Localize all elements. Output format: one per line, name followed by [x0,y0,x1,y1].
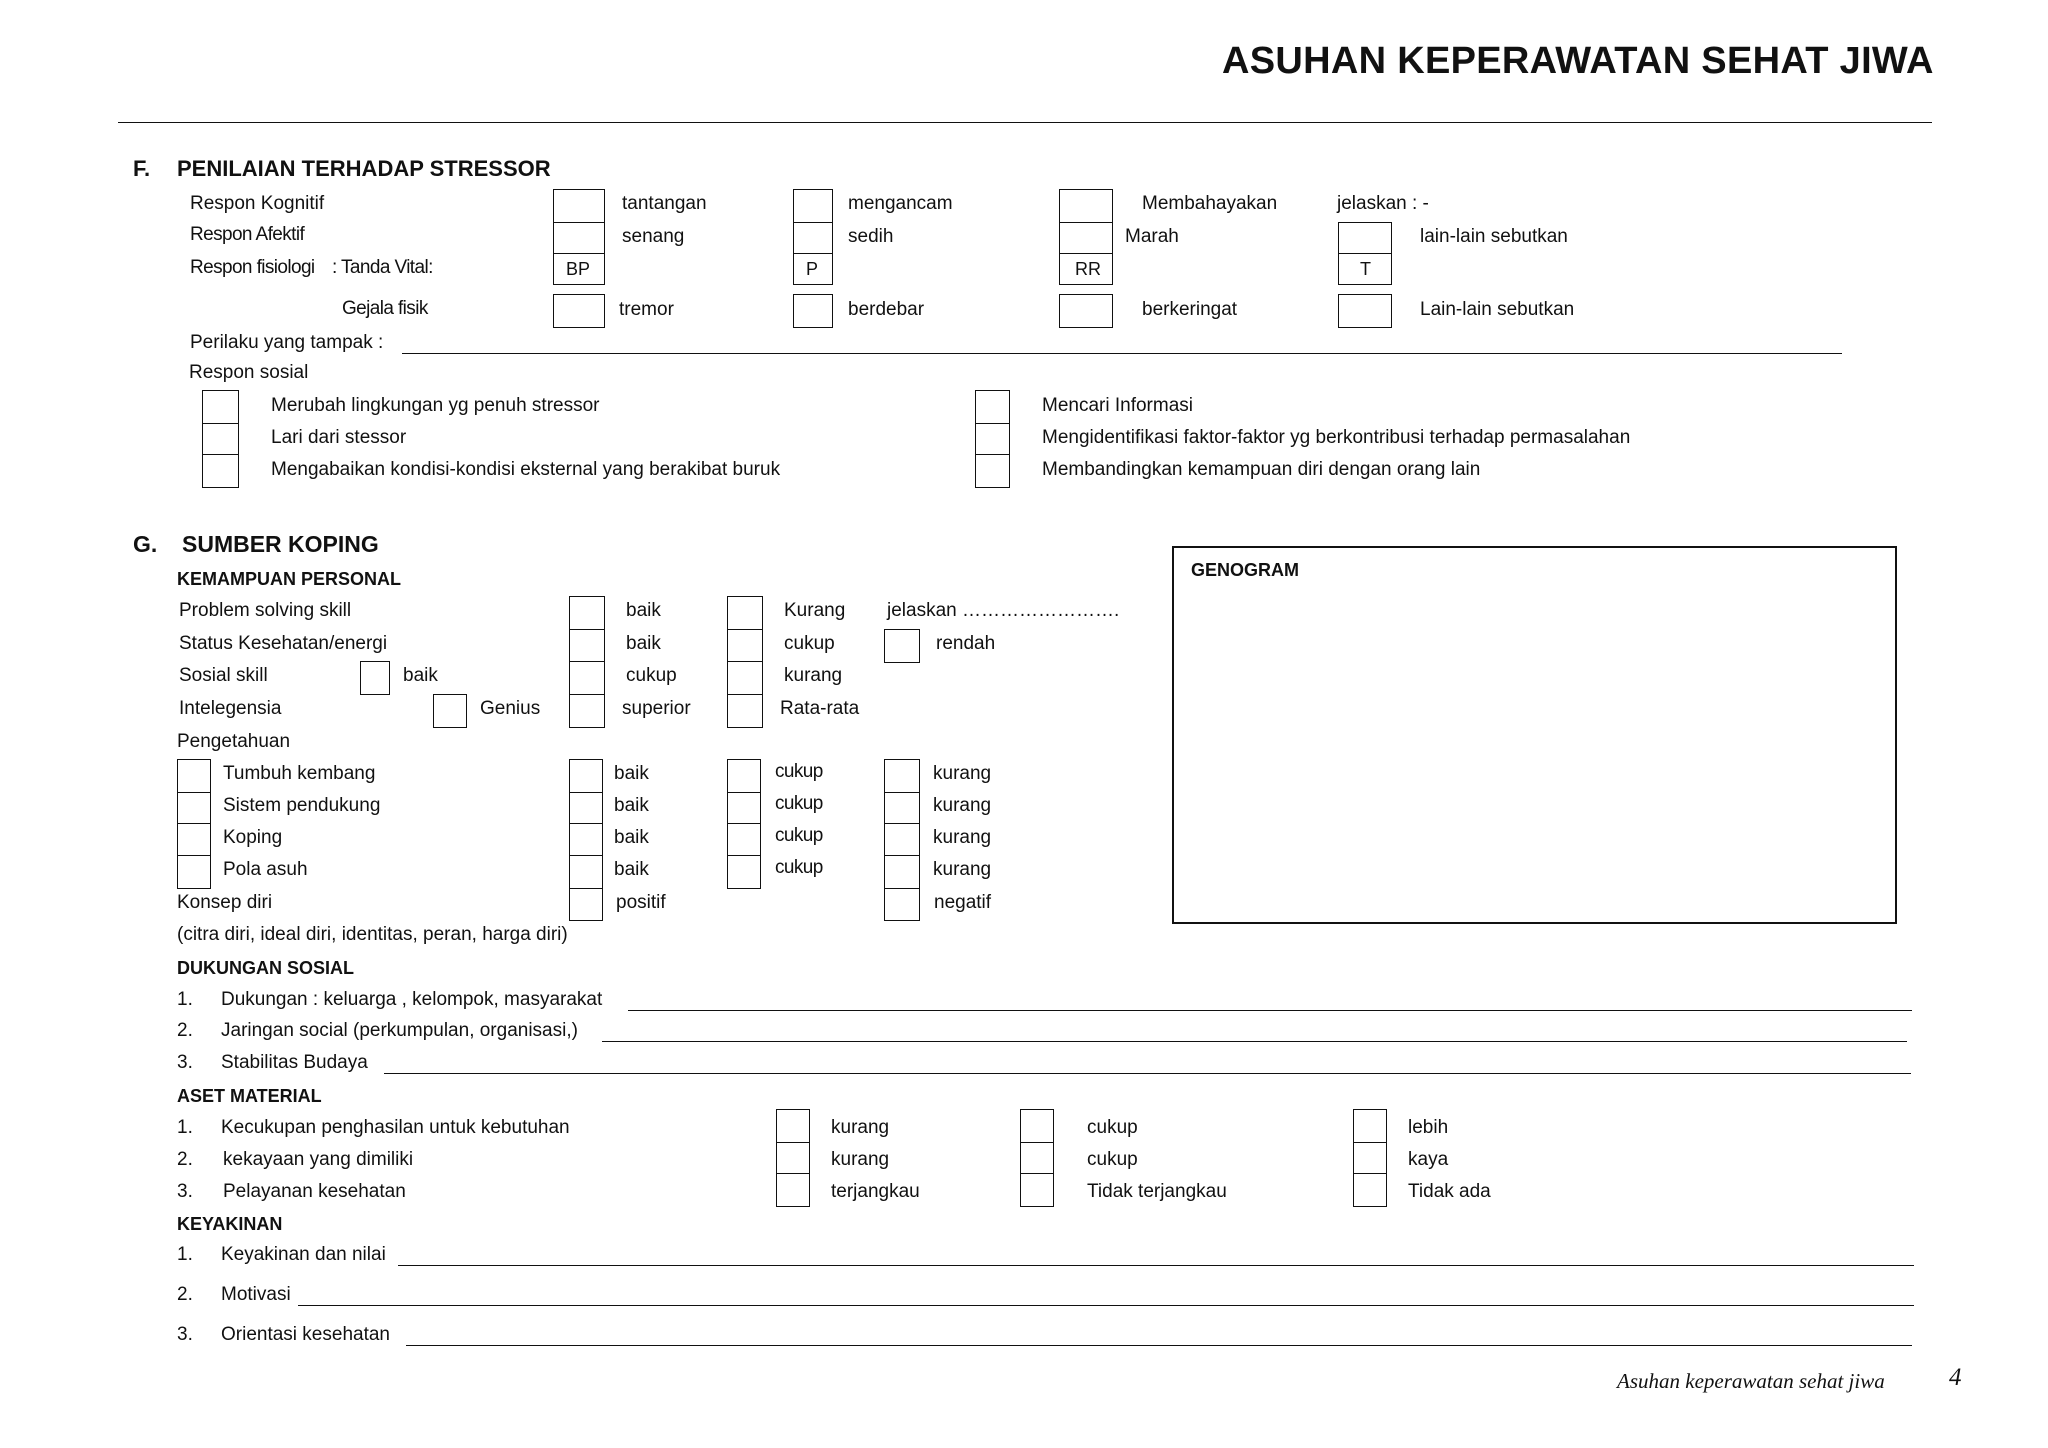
sosial-skill-cukup-checkbox[interactable] [569,661,605,695]
aset-3-opt-2: Tidak terjangkau [1087,1181,1227,1202]
intel-ratarata-label: Rata-rata [780,698,860,719]
pengetahuan-baik-label-1: baik [614,763,649,784]
konsep-diri-note: (citra diri, ideal diri, identitas, peran, harga diri) [177,924,568,945]
aset-2-cukup-checkbox[interactable] [1020,1142,1054,1174]
pengetahuan-item-checkbox-1[interactable] [177,759,211,793]
pengetahuan-kurang-checkbox-3[interactable] [884,823,920,856]
sosial-skill-label: Sosial skill [179,665,268,686]
status-cukup-label: cukup [784,633,835,654]
section-f-letter: F. [133,156,151,181]
problem-solving-label: Problem solving skill [179,600,352,621]
sosial-right-checkbox-3[interactable] [975,454,1010,488]
gejala-lain-label: Lain-lain sebutkan [1420,299,1575,320]
dukungan-num-2: 2. [177,1020,193,1041]
kognitif-membahayakan-label: Membahayakan [1142,193,1278,214]
sosial-skill-kurang-checkbox[interactable] [727,661,763,695]
keyakinan-input-line-3[interactable] [406,1345,1912,1346]
afektif-sedih-checkbox[interactable] [793,222,833,254]
intel-genius-label: Genius [480,698,541,719]
respon-afektif-label: Respon Afektif [190,224,305,245]
keyakinan-num-3: 3. [177,1324,193,1345]
kognitif-membahayakan-checkbox[interactable] [1059,189,1113,223]
pengetahuan-cukup-checkbox-3[interactable] [727,823,761,856]
aset-1-opt-2: cukup [1087,1117,1138,1138]
intelegensia-label: Intelegensia [179,698,282,719]
problem-jelaskan: jelaskan ……………………. [887,600,1120,621]
keyakinan-label-3: Orientasi kesehatan [221,1324,390,1345]
pengetahuan-kurang-label-1: kurang [933,763,992,784]
status-rendah-label: rendah [936,633,996,654]
konsep-positif-label: positif [616,892,666,913]
dukungan-num-1: 1. [177,989,193,1010]
pengetahuan-baik-label-2: baik [614,795,649,816]
pengetahuan-cukup-label-3: cukup [775,825,823,846]
sosial-right-checkbox-1[interactable] [975,390,1010,424]
dukungan-label-1: Dukungan : keluarga , kelompok, masyarakat [221,989,603,1010]
dukungan-num-3: 3. [177,1052,193,1073]
pengetahuan-baik-checkbox-3[interactable] [569,823,603,856]
pengetahuan-kurang-checkbox-4[interactable] [884,855,920,889]
kognitif-jelaskan: jelaskan : - [1337,193,1429,214]
vital-p-label: P [806,259,819,279]
aset-2-lebih-checkbox[interactable] [1353,1142,1387,1174]
genogram-label: GENOGRAM [1191,560,1299,580]
genogram-box[interactable] [1172,546,1897,924]
sosial-left-checkbox-3[interactable] [202,454,239,488]
pengetahuan-baik-checkbox-1[interactable] [569,759,603,793]
pengetahuan-cukup-checkbox-4[interactable] [727,855,761,889]
sosial-skill-baik-checkbox[interactable] [360,661,390,695]
kognitif-mengancam-checkbox[interactable] [793,189,833,223]
gejala-berdebar-label: berdebar [848,299,925,320]
konsep-diri-label: Konsep diri [177,892,273,913]
status-rendah-checkbox[interactable] [884,629,920,663]
header-rule [118,122,1932,123]
pengetahuan-item-checkbox-2[interactable] [177,792,211,824]
status-baik-checkbox[interactable] [569,629,605,663]
sosial-skill-kurang-label: kurang [784,665,843,686]
aset-2-kurang-checkbox[interactable] [776,1142,810,1174]
aset-1-cukup-checkbox[interactable] [1020,1109,1054,1143]
vital-rr-label: RR [1075,259,1101,279]
intel-superior-label: superior [622,698,691,719]
aset-label-3: Pelayanan kesehatan [223,1181,406,1202]
konsep-positif-checkbox[interactable] [569,888,603,921]
status-cukup-checkbox[interactable] [727,629,763,663]
status-baik-label: baik [626,633,661,654]
aset-2-opt-3: kaya [1408,1149,1449,1170]
aset-1-opt-3: lebih [1408,1117,1449,1138]
sosial-right-checkbox-2[interactable] [975,423,1010,455]
gejala-lain-checkbox[interactable] [1338,294,1392,328]
afektif-lain-checkbox[interactable] [1338,222,1392,254]
aset-3-opt-3: Tidak ada [1408,1181,1491,1202]
pengetahuan-baik-checkbox-4[interactable] [569,855,603,889]
pengetahuan-cukup-checkbox-2[interactable] [727,792,761,824]
pengetahuan-kurang-label-3: kurang [933,827,992,848]
keyakinan-label-1: Keyakinan dan nilai [221,1244,386,1265]
aset-3-cukup-checkbox[interactable] [1020,1173,1054,1207]
konsep-negatif-label: negatif [934,892,992,913]
sosial-left-label-1: Merubah lingkungan yg penuh stressor [271,395,600,416]
kognitif-tantangan-label: tantangan [622,193,707,214]
gejala-berdebar-checkbox[interactable] [793,294,833,328]
intel-genius-checkbox[interactable] [433,694,467,728]
sosial-right-label-3: Membandingkan kemampuan diri dengan orang lain [1042,459,1481,480]
gejala-fisik-label: Gejala fisik [342,298,428,319]
pengetahuan-baik-label-3: baik [614,827,649,848]
pengetahuan-cukup-label-2: cukup [775,793,823,814]
aset-material-heading: ASET MATERIAL [177,1086,322,1106]
pengetahuan-item-label-4: Pola asuh [223,859,308,880]
gejala-berkeringat-checkbox[interactable] [1059,294,1113,328]
sosial-left-checkbox-2[interactable] [202,423,239,455]
aset-3-opt-1: terjangkau [831,1181,920,1202]
aset-2-opt-1: kurang [831,1149,890,1170]
aset-1-lebih-checkbox[interactable] [1353,1109,1387,1143]
section-f-heading: PENILAIAN TERHADAP STRESSOR [177,156,551,181]
tanda-vital-label: : Tanda Vital: [332,257,433,278]
afektif-senang-checkbox[interactable] [553,222,605,254]
kognitif-tantangan-checkbox[interactable] [553,189,605,223]
section-g-heading: SUMBER KOPING [182,531,379,557]
intel-superior-checkbox[interactable] [569,694,605,728]
keyakinan-heading: KEYAKINAN [177,1214,283,1234]
keyakinan-num-1: 1. [177,1244,193,1265]
pengetahuan-kurang-checkbox-2[interactable] [884,792,920,824]
aset-num-1: 1. [177,1117,193,1138]
pengetahuan-label: Pengetahuan [177,731,291,752]
dukungan-label-2: Jaringan social (perkumpulan, organisasi,) [221,1020,578,1041]
dukungan-sosial-heading: DUKUNGAN SOSIAL [177,958,355,978]
afektif-sedih-label: sedih [848,226,894,247]
afektif-lain-label: lain-lain sebutkan [1420,226,1568,247]
perilaku-input-line[interactable] [402,353,1842,354]
sosial-skill-cukup-label: cukup [626,665,677,686]
sosial-left-checkbox-1[interactable] [202,390,239,424]
afektif-senang-label: senang [622,226,685,247]
aset-label-2: kekayaan yang dimiliki [223,1149,414,1170]
konsep-negatif-checkbox[interactable] [884,888,920,921]
page-number: 4 [1949,1364,1962,1391]
pengetahuan-kurang-checkbox-1[interactable] [884,759,920,793]
section-g-letter: G. [133,531,158,557]
sosial-left-label-2: Lari dari stessor [271,427,407,448]
aset-1-kurang-checkbox[interactable] [776,1109,810,1143]
vital-t-label: T [1360,259,1371,279]
aset-num-2: 2. [177,1149,193,1170]
footer-text: Asuhan keperawatan sehat jiwa [1617,1369,1885,1393]
kemampuan-personal-heading: KEMAMPUAN PERSONAL [177,569,402,589]
gejala-tremor-checkbox[interactable] [553,294,605,328]
pengetahuan-cukup-label-1: cukup [775,761,823,782]
aset-2-opt-2: cukup [1087,1149,1138,1170]
keyakinan-num-2: 2. [177,1284,193,1305]
problem-baik-label: baik [626,600,661,621]
pengetahuan-item-label-2: Sistem pendukung [223,795,381,816]
sosial-right-label-1: Mencari Informasi [1042,395,1193,416]
problem-kurang-checkbox[interactable] [727,596,763,630]
aset-label-1: Kecukupan penghasilan untuk kebutuhan [221,1117,570,1138]
dukungan-input-line-3[interactable] [384,1073,1911,1074]
pengetahuan-baik-label-4: baik [614,859,649,880]
aset-num-3: 3. [177,1181,193,1202]
dukungan-input-line-2[interactable] [602,1041,1907,1042]
intel-ratarata-checkbox[interactable] [727,694,763,728]
pengetahuan-cukup-checkbox-1[interactable] [727,759,761,793]
dukungan-label-3: Stabilitas Budaya [221,1052,368,1073]
pengetahuan-item-label-1: Tumbuh kembang [223,763,376,784]
respon-kognitif-label: Respon Kognitif [190,193,325,214]
aset-3-kurang-checkbox[interactable] [776,1173,810,1207]
pengetahuan-kurang-label-4: kurang [933,859,992,880]
keyakinan-input-line-1[interactable] [398,1265,1914,1266]
vital-bp-label: BP [566,259,591,279]
problem-baik-checkbox[interactable] [569,596,605,630]
pengetahuan-item-checkbox-3[interactable] [177,823,211,856]
pengetahuan-item-checkbox-4[interactable] [177,855,211,889]
problem-kurang-label: Kurang [784,600,846,621]
sosial-left-label-3: Mengabaikan kondisi-kondisi eksternal yang berakibat buruk [271,459,781,480]
page-title: ASUHAN KEPERAWATAN SEHAT JIWA [1222,40,1934,82]
keyakinan-input-line-2[interactable] [298,1305,1914,1306]
kognitif-mengancam-label: mengancam [848,193,953,214]
pengetahuan-item-label-3: Koping [223,827,283,848]
aset-1-opt-1: kurang [831,1117,890,1138]
sosial-right-label-2: Mengidentifikasi faktor-faktor yg berkontribusi terhadap permasalahan [1042,427,1631,448]
sosial-skill-baik-label: baik [403,665,438,686]
pengetahuan-baik-checkbox-2[interactable] [569,792,603,824]
gejala-tremor-label: tremor [619,299,674,320]
status-kesehatan-label: Status Kesehatan/energi [179,633,388,654]
dukungan-input-line-1[interactable] [628,1010,1912,1011]
aset-3-lebih-checkbox[interactable] [1353,1173,1387,1207]
respon-fisiologi-label: Respon fisiologi [190,257,315,278]
keyakinan-label-2: Motivasi [221,1284,291,1305]
afektif-marah-checkbox[interactable] [1059,222,1113,254]
respon-sosial-label: Respon sosial [189,362,309,383]
pengetahuan-cukup-label-4: cukup [775,857,823,878]
gejala-berkeringat-label: berkeringat [1142,299,1238,320]
afektif-marah-label: Marah [1125,226,1179,247]
perilaku-label: Perilaku yang tampak : [190,332,384,353]
pengetahuan-kurang-label-2: kurang [933,795,992,816]
